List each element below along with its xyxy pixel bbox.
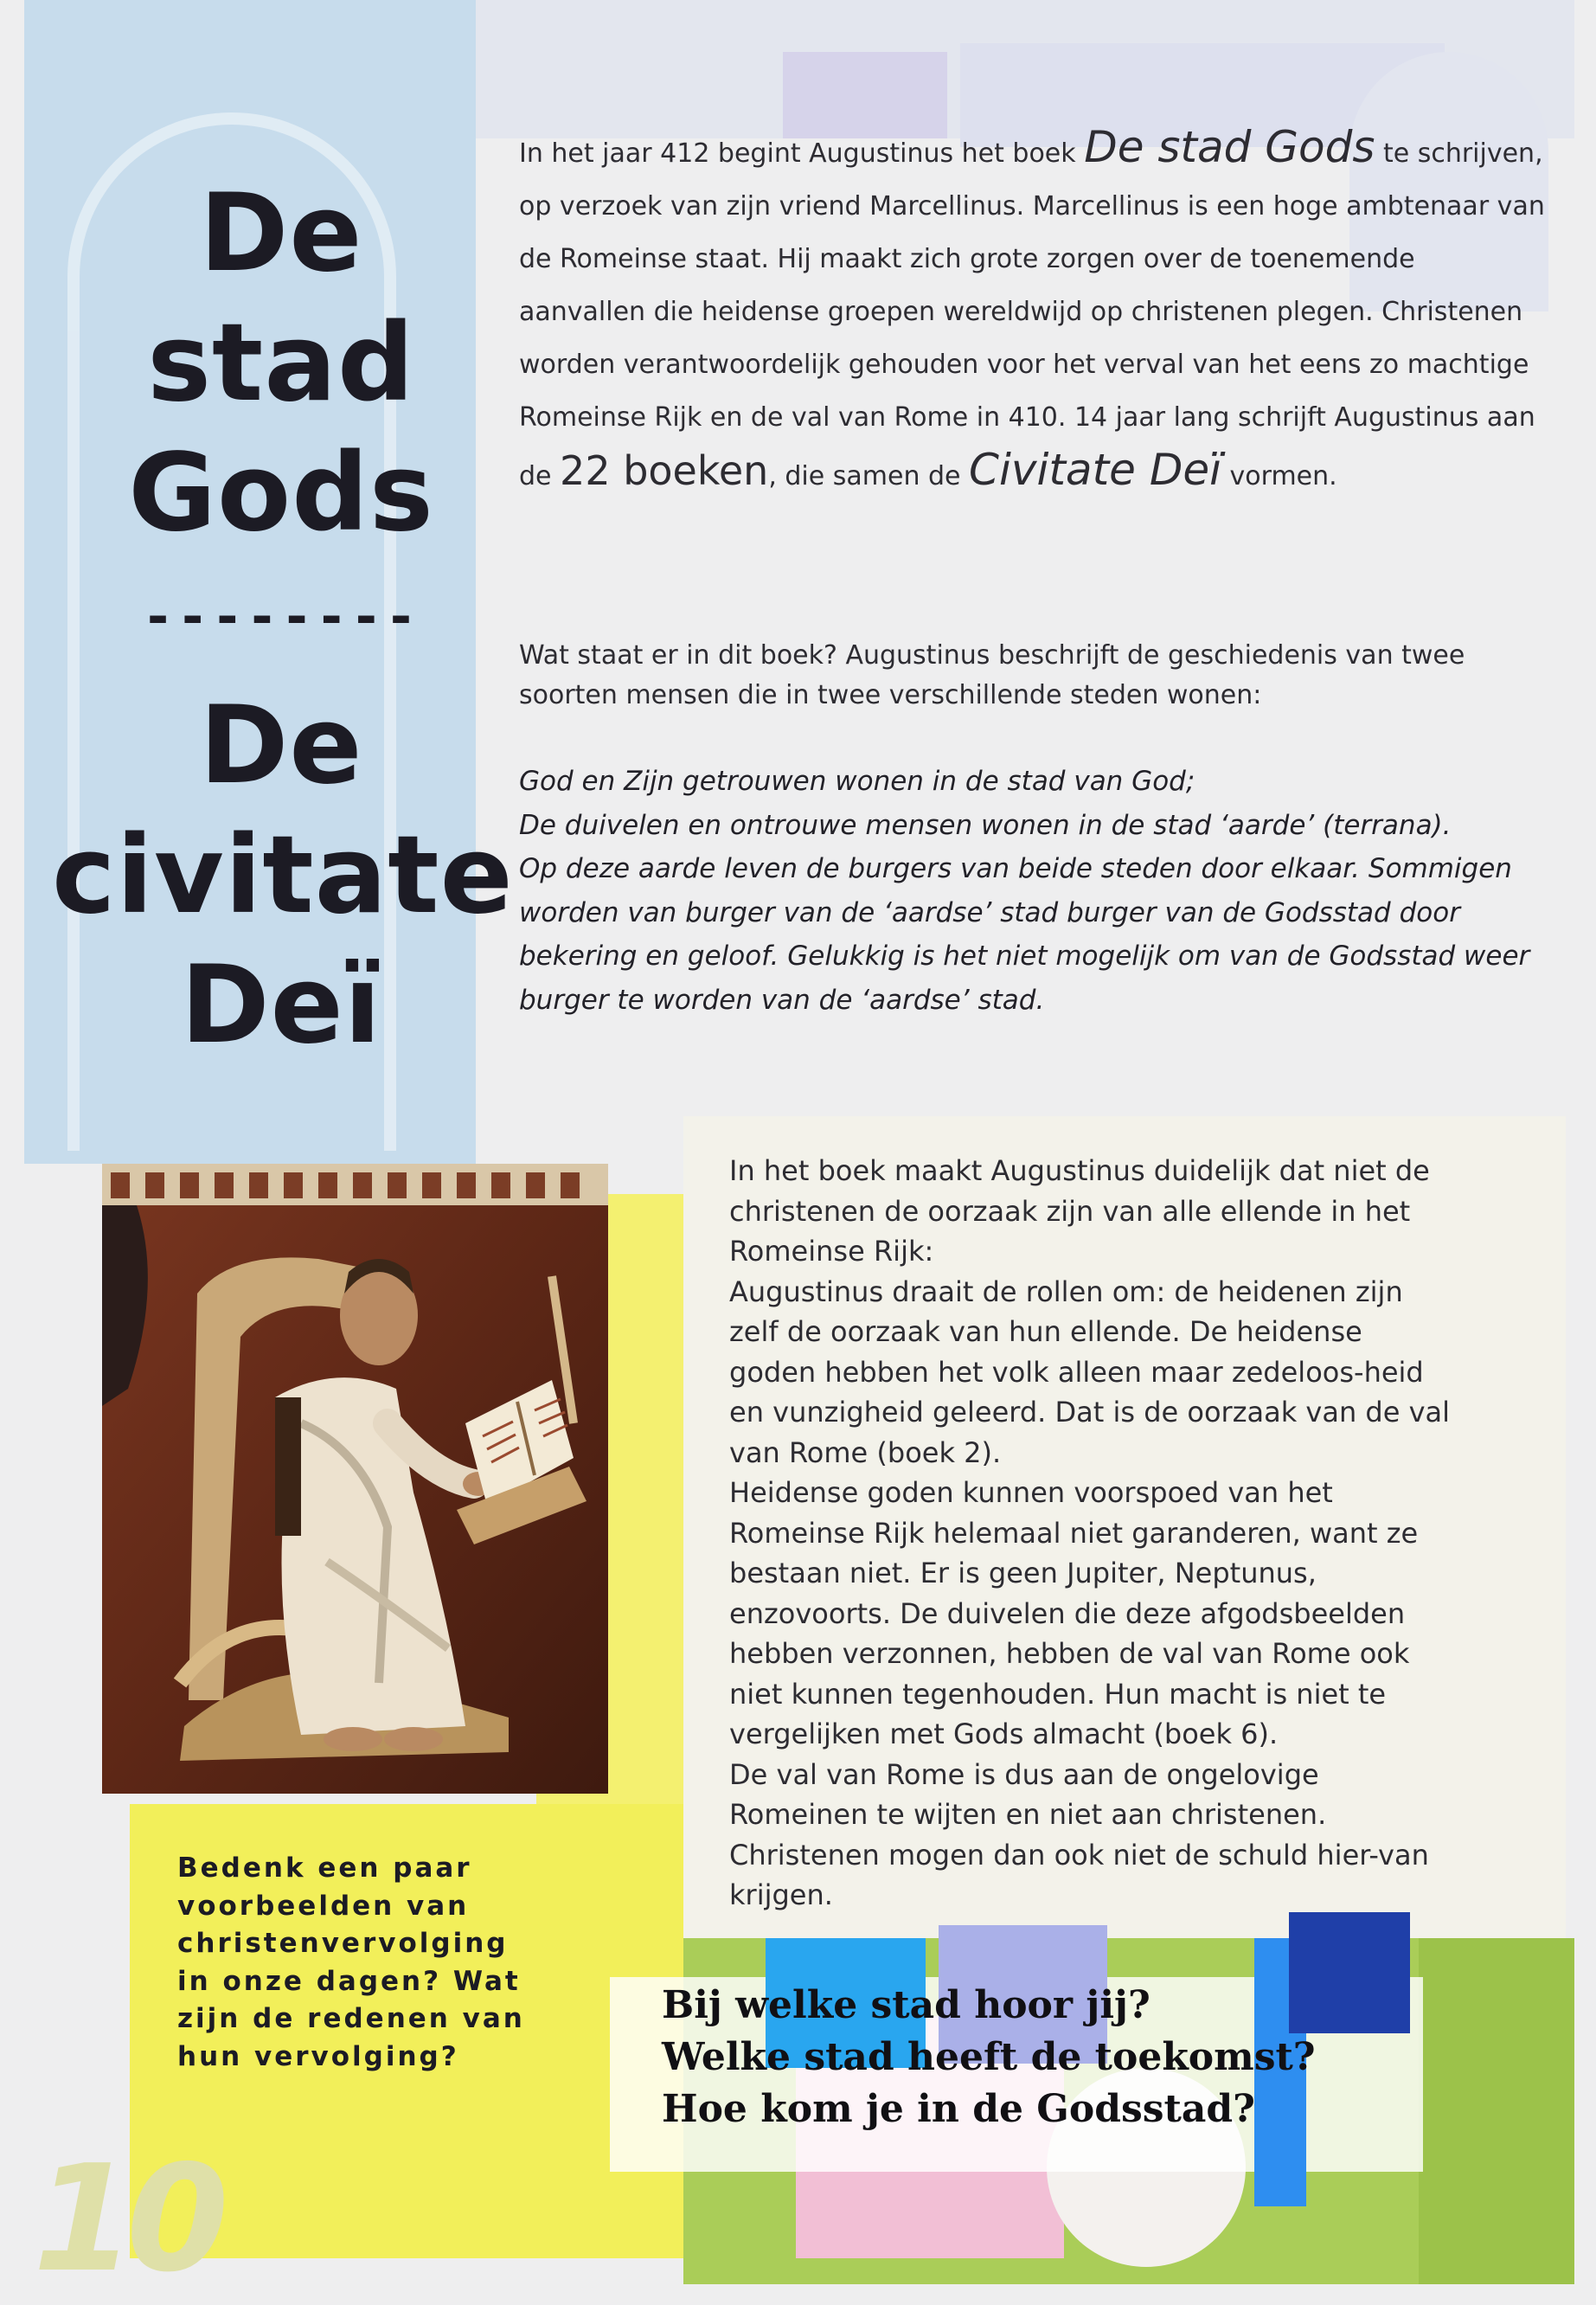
title-line: stad <box>147 301 415 426</box>
question-item: Hoe kom je in de Godsstad? <box>662 2087 1255 2131</box>
discussion-callout: Bedenk een paar voorbeelden van christenvervolging in onze dagen? Wat zijn de redenen van hun vervolging? <box>177 1852 525 2072</box>
title-line: De <box>199 171 363 296</box>
question-paragraph: Wat staat er in dit boek? Augustinus beschrijft de geschiedenis van twee soorten mensen die in twee verschillende steden wonen: <box>519 640 1465 710</box>
latin-book-title: Civitate Deï <box>969 445 1221 495</box>
intro-paragraph <box>519 121 1548 503</box>
reflection-questions <box>662 1980 1423 2135</box>
book-count: 22 boeken <box>560 447 769 494</box>
question-item: Welke stad heeft de toekomst? <box>662 2035 1316 2079</box>
right-column-text: In het boek maakt Augustinus duidelijk dat niet de christenen de oorzaak zijn van alle ellende in het Romeinse Rijk: Augustinus draait de rollen om: de heidenen zijn zelf de oorzaak van hun ellende. De heidense goden hebben het volk alleen maar zedeloos-heid en vunzigheid geleerd. Dat is de oorzaak van de val van Rome (boek 2). Heidense goden kunnen voorspoed van het Romeinse Rijk helemaal niet garanderen, want ze bestaan niet. Er is geen Jupiter, Neptunus, enzovoorts. De duivelen die deze afgodsbeelden hebben verzonnen, hebben de val van Rome ook niet kunnen tegenhouden. Hun macht is niet te vergelijken met Gods almacht (boek 6). De val van Rome is dus aan de ongelovige Romeinen te wijten en niet aan christenen. Christenen mogen dan ook niet de schuld hier-van krijgen. <box>729 1154 1451 1911</box>
intro-text: te schrijven, op verzoek van zijn vriend Marcellinus. Marcellinus is een hoge ambtenaar van de Romeinse staat. Hij maakt zich grote zorgen over de toenemende aanvallen die heidense groepen wereldwijd op christenen plegen. Christenen worden verantwoordelijk gehouden voor het verval van het eens zo machtige Romeinse Rijk en de val van Rome in 410. 14 jaar lang schrijft Augustinus aan de <box>519 138 1545 491</box>
quote-line: Op deze aarde leven de burgers van beide steden door elkaar. Sommigen worden van burger van de ‘aardse’ stad burger van de Godsstad door bekering en geloof. Gelukkig is het niet mogelijk om van de Godsstad weer burger te worden van de ‘aardse’ stad. <box>519 853 1530 1016</box>
latin-title-line: Deï <box>180 943 382 1068</box>
fresco-illustration <box>102 1164 608 1794</box>
intro-text: In het jaar 412 begint Augustinus het boek <box>519 138 1085 169</box>
italic-quote <box>519 760 1553 1022</box>
question-item: Bij welke stad hoor jij? <box>662 1983 1151 2027</box>
title-line: Gods <box>128 431 434 555</box>
green-panel-dark <box>1419 1938 1574 2284</box>
intro-text: vormen. <box>1221 461 1337 491</box>
latin-title-line: De <box>199 684 363 808</box>
title-divider: -------- <box>142 587 420 647</box>
quote-line: De duivelen en ontrouwe mensen wonen in de stad ‘aarde’ (terrana). <box>519 809 1452 841</box>
intro-text: , die samen de <box>768 461 970 491</box>
page-title <box>52 169 514 1070</box>
quote-line: God en Zijn getrouwen wonen in de stad van God; <box>519 766 1195 797</box>
latin-title-line: civitate <box>52 813 514 938</box>
book-title: De stad Gods <box>1084 122 1375 172</box>
page-number: 10 <box>33 2134 221 2305</box>
augustinus-fresco-image <box>102 1164 608 1794</box>
